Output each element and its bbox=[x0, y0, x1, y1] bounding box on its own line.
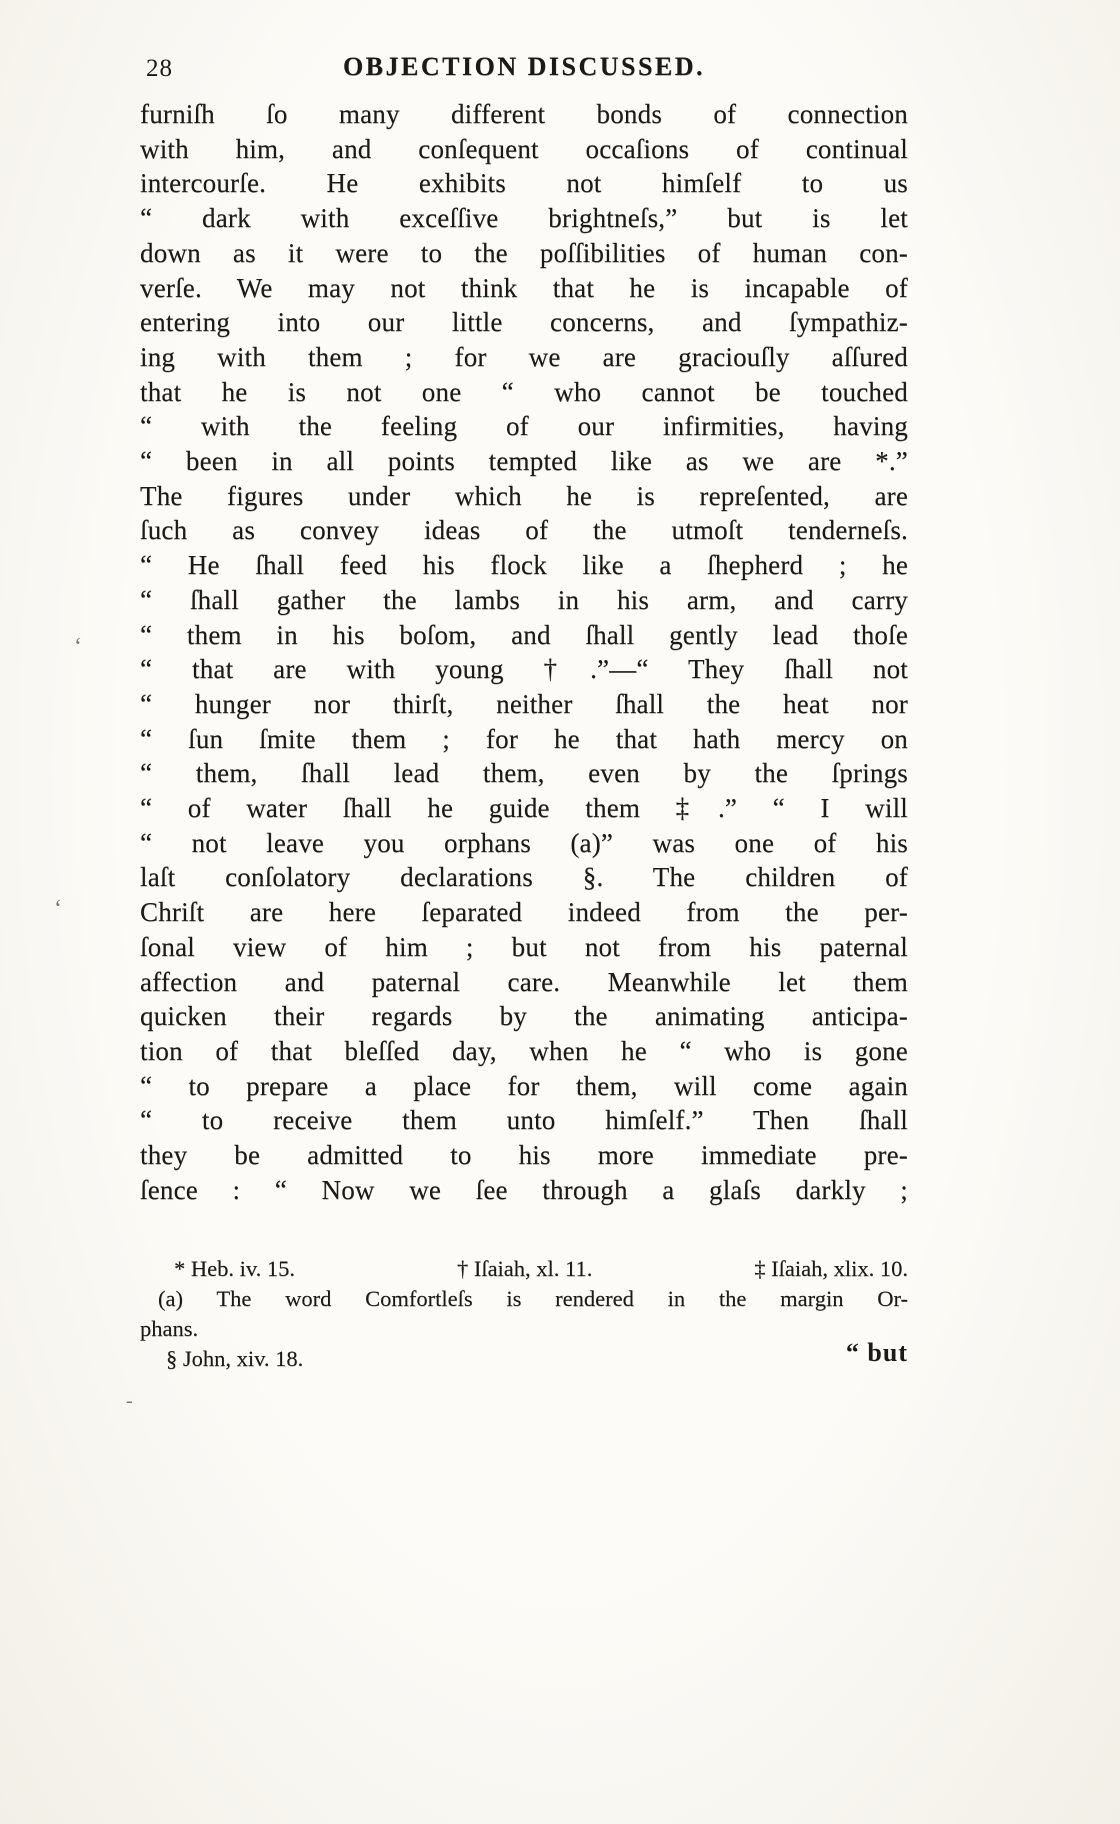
body-line: “ that are with young †.”—“ They ſhall not bbox=[140, 654, 908, 685]
body-line: “ to prepare a place for them, will come again bbox=[140, 1070, 908, 1101]
body-line: with him, and conſequent occaſions of continual bbox=[140, 133, 908, 164]
page-number: 28 bbox=[146, 55, 173, 82]
footnote-ref: † Iſaiah, xl. 11. bbox=[456, 1256, 593, 1281]
body-line: affection and paternal care. Meanwhile let them bbox=[140, 966, 908, 997]
body-line: ing with them ; for we are graciouſly aſſured bbox=[140, 341, 908, 372]
body-line: quicken their regards by the animating anticipa- bbox=[140, 1001, 908, 1032]
page-header bbox=[140, 52, 908, 92]
body-line: verſe. We may not think that he is incapable of bbox=[140, 272, 908, 303]
body-line: “ them, ſhall lead them, even by the ſprings bbox=[140, 758, 908, 789]
footnote-line: (a) The word Comfortleſs is rendered in the margin Or- bbox=[158, 1286, 908, 1311]
footnote-refs-row bbox=[140, 1254, 908, 1284]
body-line: The figures under which he is repreſented, are bbox=[140, 480, 908, 511]
footnote-ref: ‡ Iſaiah, xlix. 10. bbox=[754, 1256, 908, 1281]
footnote-line: phans. bbox=[140, 1316, 199, 1341]
body-line: ſence : “ Now we ſee through a glaſs darkly ; bbox=[140, 1174, 908, 1205]
body-line: “ not leave you orphans (a)” was one of his bbox=[140, 827, 908, 858]
body-line: “ He ſhall feed his flock like a ſhepherd ; he bbox=[140, 550, 908, 581]
body-line: tion of that bleſſed day, when he “ who is gone bbox=[140, 1035, 908, 1066]
body-line: “ been in all points tempted like as we are *.” bbox=[140, 446, 908, 477]
catchword: “ but bbox=[845, 1338, 908, 1367]
body-line: they be admitted to his more immediate pre- bbox=[140, 1140, 908, 1171]
body-line: down as it were to the poſſibilities of human con- bbox=[140, 237, 908, 268]
running-title: OBJECTION DISCUSSED. bbox=[342, 52, 706, 81]
scan-artifact: ‘ bbox=[74, 634, 82, 660]
body-text-block bbox=[140, 97, 908, 1208]
body-line: “ to receive them unto himſelf.” Then ſhall bbox=[140, 1105, 908, 1136]
body-line: “ dark with exceſſive brightneſs,” but is let bbox=[140, 203, 908, 234]
scan-artifact: ‘ bbox=[54, 896, 62, 922]
body-line: furniſh ſo many different bonds of connection bbox=[140, 99, 908, 129]
body-line: entering into our little concerns, and ſympathiz- bbox=[140, 307, 908, 338]
body-line: laſt conſolatory declarations §. The children of bbox=[140, 862, 908, 893]
body-line: ſuch as convey ideas of the utmoſt tenderneſs. bbox=[140, 515, 908, 546]
body-line: “ them in his boſom, and ſhall gently lead thoſe bbox=[140, 619, 908, 650]
footnote-ref: * Heb. iv. 15. bbox=[174, 1256, 296, 1281]
footnote-line: § John, xiv. 18. bbox=[166, 1346, 304, 1371]
body-line: ſonal view of him ; but not from his paternal bbox=[140, 931, 908, 962]
body-line: intercourſe. He exhibits not himſelf to us bbox=[140, 168, 908, 199]
body-line: that he is not one “ who cannot be touched bbox=[140, 376, 908, 407]
scan-artifact: - bbox=[126, 1390, 133, 1412]
body-line: Chriſt are here ſeparated indeed from the per- bbox=[140, 897, 908, 928]
body-line: “ with the feeling of our infirmities, having bbox=[140, 411, 908, 442]
body-line: “ of water ſhall he guide them ‡.” “ I will bbox=[140, 793, 908, 824]
body-line: “ ſun ſmite them ; for he that hath mercy on bbox=[140, 723, 908, 754]
body-line: “ ſhall gather the lambs in his arm, and carry bbox=[140, 584, 908, 615]
body-line: “ hunger nor thirſt, neither ſhall the heat nor bbox=[140, 688, 908, 719]
